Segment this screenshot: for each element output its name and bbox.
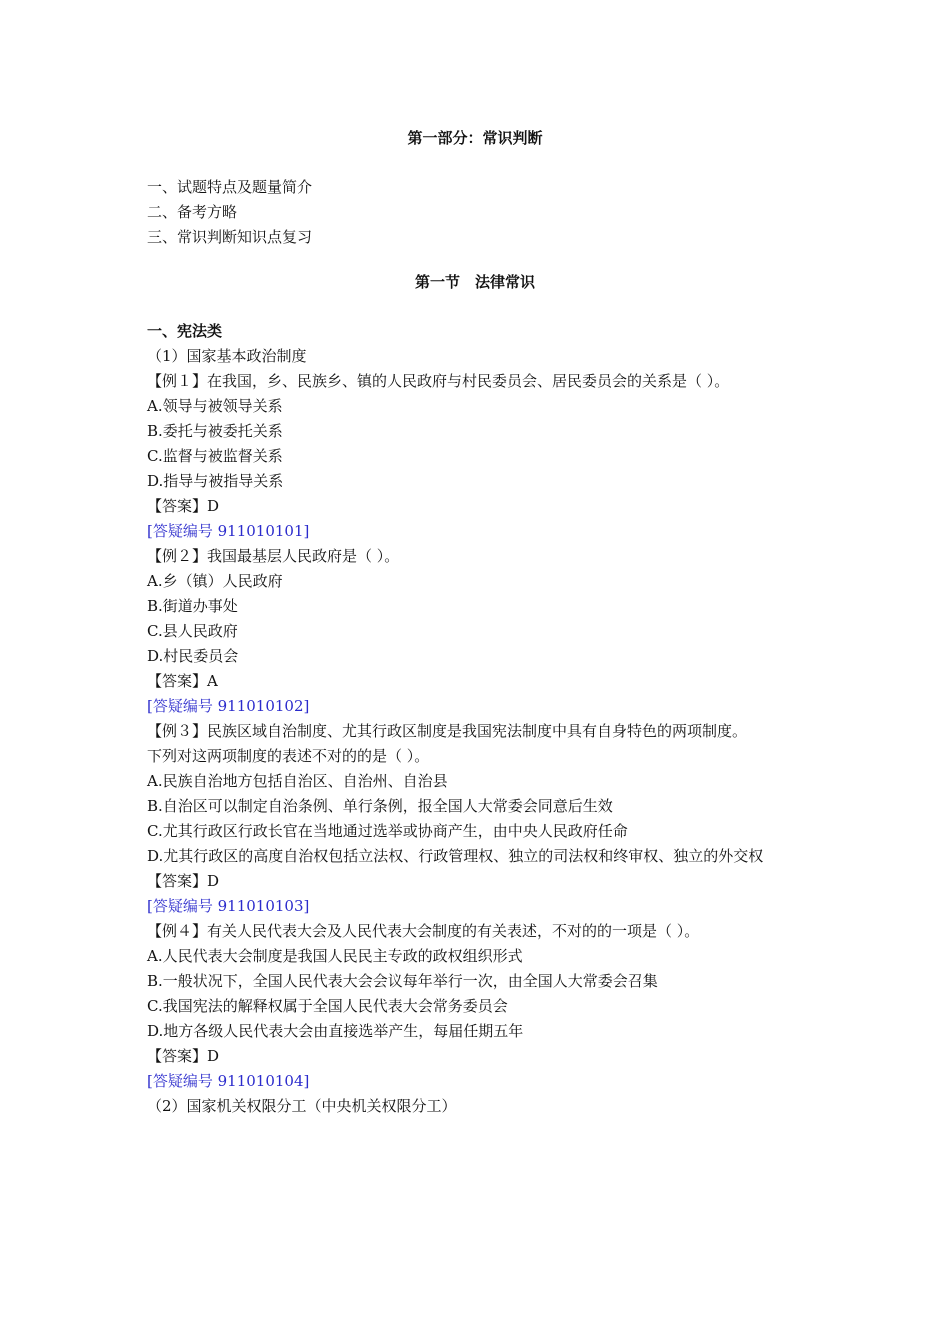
question-2-option-d: D.村民委员会 [147, 647, 239, 665]
question-4-option-b: B.一般状况下，全国人民代表大会会议每年举行一次，由全国人大常委会召集 [147, 972, 658, 990]
question-1-stem: 【例１】在我国，乡、民族乡、镇的人民政府与村民委员会、居民委员会的关系是（ ）。 [147, 372, 730, 390]
subsection-heading: 一、宪法类 [147, 322, 223, 340]
question-2-ref-link[interactable]: [答疑编号 911010102] [147, 697, 310, 715]
question-1-option-a: A.领导与被领导关系 [147, 397, 283, 415]
question-4-stem: 【例４】有关人民代表大会及人民代表大会制度的有关表述，不对的的一项是（ ）。 [147, 922, 700, 940]
question-1-ref-link[interactable]: [答疑编号 911010101] [147, 522, 310, 540]
question-3-stem-line-1: 【例３】民族区域自治制度、尤其行政区制度是我国宪法制度中具有自身特色的两项制度。 [147, 722, 748, 740]
question-3-option-a: A.民族自治地方包括自治区、自治州、自治县 [147, 772, 448, 790]
question-3-option-b: B.自治区可以制定自治条例、单行条例，报全国人大常委会同意后生效 [147, 797, 613, 815]
section-title: 第一节 法律常识 [414, 273, 535, 291]
topic-heading-2: （2）国家机关权限分工（中央机关权限分工） [147, 1097, 457, 1115]
question-2-option-a: A.乡（镇）人民政府 [147, 572, 283, 590]
question-2-stem: 【例２】我国最基层人民政府是（ ）。 [147, 547, 400, 565]
outline-item-1: 一、试题特点及题量简介 [147, 178, 313, 196]
outline-item-2: 二、备考方略 [147, 203, 238, 221]
question-4-option-a: A.人民代表大会制度是我国人民民主专政的政权组织形式 [147, 947, 523, 965]
question-4-option-d: D.地方各级人民代表大会由直接选举产生，每届任期五年 [147, 1022, 524, 1040]
question-3-ref-link[interactable]: [答疑编号 911010103] [147, 897, 310, 915]
question-4-ref-link[interactable]: [答疑编号 911010104] [147, 1072, 310, 1090]
question-2-option-c: C.县人民政府 [147, 622, 238, 640]
question-1-option-c: C.监督与被监督关系 [147, 447, 283, 465]
part-title: 第一部分：常识判断 [407, 129, 543, 147]
question-3-option-c: C.尤其行政区行政长官在当地通过选举或协商产生，由中央人民政府任命 [147, 822, 628, 840]
question-1-option-d: D.指导与被指导关系 [147, 472, 284, 490]
question-3-answer: 【答案】D [147, 872, 220, 890]
question-1-option-b: B.委托与被委托关系 [147, 422, 283, 440]
question-1-answer: 【答案】D [147, 497, 220, 515]
question-3-option-d: D.尤其行政区的高度自治权包括立法权、行政管理权、独立的司法权和终审权、独立的外交权 [147, 847, 764, 865]
question-2-answer: 【答案】A [147, 672, 218, 690]
topic-heading-1: （1）国家基本政治制度 [147, 347, 307, 365]
question-4-answer: 【答案】D [147, 1047, 220, 1065]
outline-item-3: 三、常识判断知识点复习 [147, 228, 313, 246]
question-2-option-b: B.街道办事处 [147, 597, 238, 615]
question-4-option-c: C.我国宪法的解释权属于全国人民代表大会常务委员会 [147, 997, 508, 1015]
question-3-stem-line-2: 下列对这两项制度的表述不对的的是（ ）。 [147, 747, 430, 765]
